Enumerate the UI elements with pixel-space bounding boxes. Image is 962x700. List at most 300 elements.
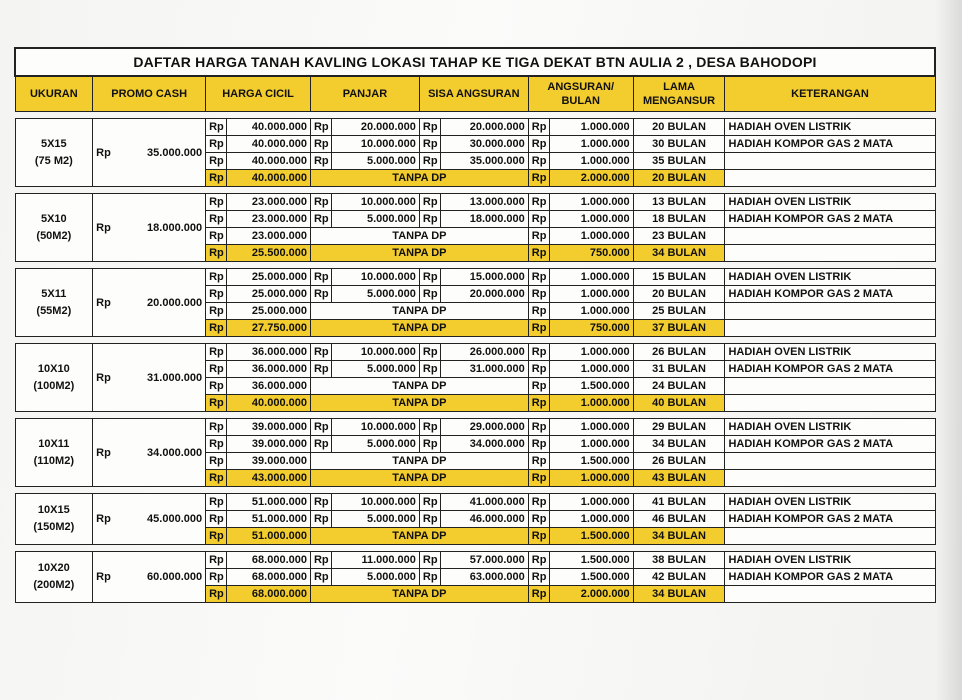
size-cell	[15, 344, 93, 412]
size-cell	[15, 552, 93, 603]
group-spacer	[15, 487, 935, 494]
angsuran-value: 1.500.000	[549, 552, 633, 569]
area-label: (200M2)	[33, 579, 75, 591]
currency-label: Rp	[528, 228, 549, 245]
currency-label: Rp	[419, 569, 440, 586]
tanpa-dp-label: TANPA DP	[310, 470, 528, 487]
panjar-value: 10.000.000	[332, 269, 420, 286]
currency-label: Rp	[528, 170, 549, 187]
currency-label: Rp	[528, 269, 549, 286]
currency-label: Rp	[310, 419, 331, 436]
panjar-value: 5.000.000	[332, 361, 420, 378]
currency-label: Rp	[419, 153, 440, 170]
panjar-value: 5.000.000	[332, 286, 420, 303]
keterangan-value	[725, 303, 935, 320]
header-keterangan: KETERANGAN	[725, 76, 935, 112]
table-row	[15, 419, 935, 436]
sisa-angsuran-value: 20.000.000	[441, 119, 529, 136]
currency-label: Rp	[206, 361, 227, 378]
harga-cicil-value: 36.000.000	[227, 378, 311, 395]
area-label: (110M2)	[33, 454, 74, 467]
header-row	[15, 76, 935, 112]
harga-cicil-value: 40.000.000	[227, 136, 311, 153]
currency-label: Rp	[96, 296, 111, 309]
currency-label: Rp	[419, 494, 440, 511]
angsuran-value: 1.000.000	[549, 511, 633, 528]
harga-cicil-value: 25.000.000	[227, 303, 311, 320]
currency-label: Rp	[528, 528, 549, 545]
tanpa-dp-label: TANPA DP	[310, 528, 528, 545]
promo-cash-value: 18.000.000	[147, 221, 203, 234]
currency-label: Rp	[310, 569, 331, 586]
lama-mengansur-value: 41 BULAN	[633, 494, 725, 511]
area-label: (150M2)	[33, 521, 75, 533]
table-row	[15, 344, 935, 361]
header-lama-mengansur	[633, 76, 725, 112]
header-angsuran-line2: BULAN	[561, 95, 600, 107]
currency-label: Rp	[528, 153, 549, 170]
keterangan-value: HADIAH KOMPOR GAS 2 MATA	[725, 286, 935, 303]
currency-label: Rp	[528, 395, 549, 412]
angsuran-value: 1.500.000	[549, 378, 633, 395]
keterangan-value	[725, 378, 935, 395]
promo-cash-cell	[93, 194, 206, 262]
currency-label: Rp	[528, 436, 549, 453]
lama-mengansur-value: 24 BULAN	[633, 378, 725, 395]
group-spacer	[15, 412, 935, 419]
size-label: 5X15	[40, 137, 67, 150]
size-cell	[15, 119, 93, 187]
harga-cicil-value: 25.000.000	[227, 286, 311, 303]
group-spacer	[15, 187, 935, 194]
angsuran-value: 750.000	[549, 245, 633, 262]
group-spacer	[15, 337, 935, 344]
currency-label: Rp	[206, 211, 227, 228]
currency-label: Rp	[96, 571, 111, 583]
keterangan-value: HADIAH OVEN LISTRIK	[725, 194, 935, 211]
sisa-angsuran-value: 15.000.000	[441, 269, 529, 286]
tanpa-dp-label: TANPA DP	[310, 395, 528, 412]
currency-label: Rp	[528, 344, 549, 361]
keterangan-value: HADIAH KOMPOR GAS 2 MATA	[725, 511, 935, 528]
angsuran-value: 1.000.000	[549, 211, 633, 228]
currency-label: Rp	[528, 361, 549, 378]
currency-label: Rp	[310, 194, 331, 211]
angsuran-value: 1.000.000	[549, 194, 633, 211]
angsuran-value: 1.000.000	[549, 228, 633, 245]
currency-label: Rp	[206, 528, 227, 545]
harga-cicil-value: 40.000.000	[227, 153, 311, 170]
harga-cicil-value: 40.000.000	[227, 170, 311, 187]
size-label: 10X15	[37, 504, 70, 516]
harga-cicil-value: 39.000.000	[227, 453, 311, 470]
header-lama-line1: LAMA	[663, 81, 695, 93]
promo-cash-cell	[93, 494, 206, 545]
sisa-angsuran-value: 35.000.000	[441, 153, 529, 170]
currency-label: Rp	[206, 269, 227, 286]
size-cell	[15, 269, 93, 337]
sisa-angsuran-value: 26.000.000	[441, 344, 529, 361]
keterangan-value	[725, 320, 935, 337]
currency-label: Rp	[206, 378, 227, 395]
tanpa-dp-label: TANPA DP	[310, 303, 528, 320]
promo-cash-value: 45.000.000	[147, 513, 203, 525]
currency-label: Rp	[528, 419, 549, 436]
currency-label: Rp	[206, 153, 227, 170]
promo-cash-value: 20.000.000	[147, 296, 203, 309]
sisa-angsuran-value: 20.000.000	[441, 286, 529, 303]
keterangan-value	[725, 170, 935, 187]
currency-label: Rp	[419, 269, 440, 286]
currency-label: Rp	[310, 286, 331, 303]
area-label: (50M2)	[36, 229, 72, 242]
angsuran-value: 1.000.000	[549, 419, 633, 436]
promo-cash-value: 60.000.000	[147, 571, 203, 583]
title-row	[15, 48, 935, 76]
promo-cash-value: 34.000.000	[147, 446, 203, 459]
tanpa-dp-label: TANPA DP	[310, 320, 528, 337]
currency-label: Rp	[96, 146, 111, 159]
panjar-value: 11.000.000	[332, 552, 420, 569]
table-row	[15, 552, 935, 569]
lama-mengansur-value: 23 BULAN	[633, 228, 725, 245]
lama-mengansur-value: 40 BULAN	[633, 395, 725, 412]
angsuran-value: 1.000.000	[549, 436, 633, 453]
lama-mengansur-value: 15 BULAN	[633, 269, 725, 286]
harga-cicil-value: 27.750.000	[227, 320, 311, 337]
angsuran-value: 1.000.000	[549, 119, 633, 136]
currency-label: Rp	[206, 586, 227, 603]
keterangan-value: HADIAH OVEN LISTRIK	[725, 344, 935, 361]
currency-label: Rp	[528, 286, 549, 303]
currency-label: Rp	[206, 286, 227, 303]
harga-cicil-value: 51.000.000	[227, 528, 311, 545]
promo-cash-cell	[93, 119, 206, 187]
currency-label: Rp	[310, 153, 331, 170]
currency-label: Rp	[528, 211, 549, 228]
harga-cicil-value: 40.000.000	[227, 119, 311, 136]
keterangan-value: HADIAH KOMPOR GAS 2 MATA	[725, 569, 935, 586]
keterangan-value: HADIAH OVEN LISTRIK	[725, 119, 935, 136]
table-row	[15, 494, 935, 511]
lama-mengansur-value: 43 BULAN	[633, 470, 725, 487]
currency-label: Rp	[528, 194, 549, 211]
header-promo-cash: PROMO CASH	[93, 76, 206, 112]
lama-mengansur-value: 25 BULAN	[633, 303, 725, 320]
currency-label: Rp	[310, 436, 331, 453]
panjar-value: 5.000.000	[332, 569, 420, 586]
currency-label: Rp	[528, 552, 549, 569]
keterangan-value: HADIAH OVEN LISTRIK	[725, 494, 935, 511]
header-harga-cicil: HARGA CICIL	[206, 76, 311, 112]
currency-label: Rp	[206, 320, 227, 337]
table-row	[15, 194, 935, 211]
currency-label: Rp	[528, 511, 549, 528]
currency-label: Rp	[528, 303, 549, 320]
harga-cicil-value: 68.000.000	[227, 569, 311, 586]
harga-cicil-value: 36.000.000	[227, 361, 311, 378]
harga-cicil-value: 25.000.000	[227, 269, 311, 286]
group-spacer	[15, 262, 935, 269]
spacer-cell	[15, 337, 935, 344]
currency-label: Rp	[528, 586, 549, 603]
lama-mengansur-value: 42 BULAN	[633, 569, 725, 586]
sisa-angsuran-value: 34.000.000	[441, 436, 529, 453]
currency-label: Rp	[206, 228, 227, 245]
promo-cash-cell	[93, 419, 206, 487]
currency-label: Rp	[96, 446, 111, 459]
spacer-cell	[15, 545, 935, 552]
panjar-value: 10.000.000	[332, 494, 420, 511]
keterangan-value	[725, 453, 935, 470]
angsuran-value: 750.000	[549, 320, 633, 337]
header-panjar: PANJAR	[310, 76, 419, 112]
area-label: (55M2)	[36, 304, 72, 317]
size-label: 10X20	[37, 562, 70, 574]
currency-label: Rp	[419, 361, 440, 378]
currency-label: Rp	[419, 419, 440, 436]
promo-cash-value: 35.000.000	[147, 146, 203, 159]
table-row	[15, 119, 935, 136]
currency-label: Rp	[419, 136, 440, 153]
lama-mengansur-value: 20 BULAN	[633, 170, 725, 187]
currency-label: Rp	[419, 436, 440, 453]
currency-label: Rp	[206, 436, 227, 453]
angsuran-value: 1.000.000	[549, 303, 633, 320]
spacer-cell	[15, 487, 935, 494]
group-spacer	[15, 545, 935, 552]
lama-mengansur-value: 34 BULAN	[633, 528, 725, 545]
currency-label: Rp	[528, 494, 549, 511]
tanpa-dp-label: TANPA DP	[310, 228, 528, 245]
header-angsuran-line1: ANGSURAN/	[547, 81, 615, 93]
panjar-value: 10.000.000	[332, 194, 420, 211]
currency-label: Rp	[310, 494, 331, 511]
tanpa-dp-label: TANPA DP	[310, 245, 528, 262]
angsuran-value: 1.000.000	[549, 286, 633, 303]
tanpa-dp-label: TANPA DP	[310, 170, 528, 187]
spacer-cell	[15, 112, 935, 119]
header-lama-line2: MENGANSUR	[643, 95, 716, 107]
currency-label: Rp	[528, 119, 549, 136]
panjar-value: 5.000.000	[332, 153, 420, 170]
tanpa-dp-label: TANPA DP	[310, 453, 528, 470]
keterangan-value	[725, 395, 935, 412]
angsuran-value: 1.000.000	[549, 136, 633, 153]
harga-cicil-value: 39.000.000	[227, 419, 311, 436]
currency-label: Rp	[310, 136, 331, 153]
angsuran-value: 1.500.000	[549, 528, 633, 545]
currency-label: Rp	[206, 453, 227, 470]
keterangan-value	[725, 245, 935, 262]
currency-label: Rp	[206, 419, 227, 436]
angsuran-value: 1.000.000	[549, 395, 633, 412]
currency-label: Rp	[528, 453, 549, 470]
currency-label: Rp	[419, 211, 440, 228]
currency-label: Rp	[528, 378, 549, 395]
page-edge-shadow	[936, 0, 962, 700]
harga-cicil-value: 23.000.000	[227, 228, 311, 245]
size-cell	[15, 419, 93, 487]
harga-cicil-value: 36.000.000	[227, 344, 311, 361]
currency-label: Rp	[528, 136, 549, 153]
harga-cicil-value: 23.000.000	[227, 194, 311, 211]
currency-label: Rp	[206, 511, 227, 528]
angsuran-value: 1.000.000	[549, 494, 633, 511]
currency-label: Rp	[419, 511, 440, 528]
lama-mengansur-value: 18 BULAN	[633, 211, 725, 228]
area-label: (100M2)	[33, 379, 75, 392]
currency-label: Rp	[419, 286, 440, 303]
group-spacer	[15, 112, 935, 119]
lama-mengansur-value: 38 BULAN	[633, 552, 725, 569]
currency-label: Rp	[206, 552, 227, 569]
sisa-angsuran-value: 13.000.000	[441, 194, 529, 211]
lama-mengansur-value: 29 BULAN	[633, 419, 725, 436]
lama-mengansur-value: 34 BULAN	[633, 436, 725, 453]
currency-label: Rp	[96, 221, 111, 234]
lama-mengansur-value: 34 BULAN	[633, 586, 725, 603]
keterangan-value	[725, 586, 935, 603]
currency-label: Rp	[310, 511, 331, 528]
currency-label: Rp	[528, 569, 549, 586]
lama-mengansur-value: 46 BULAN	[633, 511, 725, 528]
lama-mengansur-value: 26 BULAN	[633, 453, 725, 470]
currency-label: Rp	[206, 136, 227, 153]
sisa-angsuran-value: 31.000.000	[441, 361, 529, 378]
currency-label: Rp	[310, 361, 331, 378]
currency-label: Rp	[206, 569, 227, 586]
promo-cash-cell	[93, 344, 206, 412]
size-cell	[15, 194, 93, 262]
angsuran-value: 2.000.000	[549, 170, 633, 187]
sisa-angsuran-value: 41.000.000	[441, 494, 529, 511]
currency-label: Rp	[310, 119, 331, 136]
currency-label: Rp	[206, 470, 227, 487]
currency-label: Rp	[528, 470, 549, 487]
angsuran-value: 1.000.000	[549, 344, 633, 361]
keterangan-value: HADIAH KOMPOR GAS 2 MATA	[725, 211, 935, 228]
harga-cicil-value: 68.000.000	[227, 552, 311, 569]
lama-mengansur-value: 35 BULAN	[633, 153, 725, 170]
keterangan-value: HADIAH KOMPOR GAS 2 MATA	[725, 136, 935, 153]
currency-label: Rp	[206, 395, 227, 412]
harga-cicil-value: 40.000.000	[227, 395, 311, 412]
harga-cicil-value: 51.000.000	[227, 511, 311, 528]
currency-label: Rp	[206, 494, 227, 511]
lama-mengansur-value: 30 BULAN	[633, 136, 725, 153]
currency-label: Rp	[206, 170, 227, 187]
panjar-value: 5.000.000	[332, 511, 420, 528]
currency-label: Rp	[419, 194, 440, 211]
document-title: DAFTAR HARGA TANAH KAVLING LOKASI TAHAP KE TIGA DEKAT BTN AULIA 2 , DESA BAHODOPI	[15, 48, 935, 76]
panjar-value: 10.000.000	[332, 136, 420, 153]
keterangan-value: HADIAH OVEN LISTRIK	[725, 269, 935, 286]
angsuran-value: 1.000.000	[549, 470, 633, 487]
sisa-angsuran-value: 29.000.000	[441, 419, 529, 436]
panjar-value: 20.000.000	[332, 119, 420, 136]
panjar-value: 5.000.000	[332, 436, 420, 453]
panjar-value: 10.000.000	[332, 344, 420, 361]
size-cell	[15, 494, 93, 545]
harga-cicil-value: 51.000.000	[227, 494, 311, 511]
promo-cash-cell	[93, 552, 206, 603]
spacer-cell	[15, 262, 935, 269]
keterangan-value	[725, 228, 935, 245]
panjar-value: 10.000.000	[332, 419, 420, 436]
lama-mengansur-value: 26 BULAN	[633, 344, 725, 361]
currency-label: Rp	[528, 245, 549, 262]
harga-cicil-value: 68.000.000	[227, 586, 311, 603]
keterangan-value: HADIAH KOMPOR GAS 2 MATA	[725, 436, 935, 453]
lama-mengansur-value: 13 BULAN	[633, 194, 725, 211]
tanpa-dp-label: TANPA DP	[310, 378, 528, 395]
currency-label: Rp	[310, 211, 331, 228]
sisa-angsuran-value: 30.000.000	[441, 136, 529, 153]
currency-label: Rp	[206, 245, 227, 262]
angsuran-value: 1.500.000	[549, 569, 633, 586]
lama-mengansur-value: 20 BULAN	[633, 119, 725, 136]
lama-mengansur-value: 20 BULAN	[633, 286, 725, 303]
currency-label: Rp	[206, 344, 227, 361]
keterangan-value	[725, 470, 935, 487]
keterangan-value	[725, 528, 935, 545]
currency-label: Rp	[96, 513, 111, 525]
currency-label: Rp	[419, 552, 440, 569]
sisa-angsuran-value: 63.000.000	[441, 569, 529, 586]
price-list-table	[14, 47, 936, 603]
keterangan-value: HADIAH OVEN LISTRIK	[725, 419, 935, 436]
currency-label: Rp	[310, 269, 331, 286]
sisa-angsuran-value: 18.000.000	[441, 211, 529, 228]
spacer-cell	[15, 187, 935, 194]
keterangan-value: HADIAH KOMPOR GAS 2 MATA	[725, 361, 935, 378]
size-label: 5X10	[40, 212, 67, 225]
size-label: 10X10	[37, 362, 70, 375]
angsuran-value: 1.000.000	[549, 361, 633, 378]
promo-cash-value: 31.000.000	[147, 371, 203, 384]
area-label: (75 M2)	[34, 154, 73, 167]
promo-cash-cell	[93, 269, 206, 337]
angsuran-value: 1.500.000	[549, 453, 633, 470]
harga-cicil-value: 43.000.000	[227, 470, 311, 487]
angsuran-value: 2.000.000	[549, 586, 633, 603]
currency-label: Rp	[310, 344, 331, 361]
currency-label: Rp	[419, 119, 440, 136]
currency-label: Rp	[206, 303, 227, 320]
harga-cicil-value: 39.000.000	[227, 436, 311, 453]
lama-mengansur-value: 34 BULAN	[633, 245, 725, 262]
tanpa-dp-label: TANPA DP	[310, 586, 528, 603]
keterangan-value	[725, 153, 935, 170]
angsuran-value: 1.000.000	[549, 269, 633, 286]
currency-label: Rp	[96, 371, 111, 384]
angsuran-value: 1.000.000	[549, 153, 633, 170]
sisa-angsuran-value: 46.000.000	[441, 511, 529, 528]
harga-cicil-value: 25.500.000	[227, 245, 311, 262]
keterangan-value: HADIAH OVEN LISTRIK	[725, 552, 935, 569]
spacer-cell	[15, 412, 935, 419]
harga-cicil-value: 23.000.000	[227, 211, 311, 228]
currency-label: Rp	[310, 552, 331, 569]
lama-mengansur-value: 31 BULAN	[633, 361, 725, 378]
currency-label: Rp	[206, 194, 227, 211]
header-ukuran: UKURAN	[15, 76, 93, 112]
panjar-value: 5.000.000	[332, 211, 420, 228]
currency-label: Rp	[419, 344, 440, 361]
sisa-angsuran-value: 57.000.000	[441, 552, 529, 569]
size-label: 5X11	[41, 287, 67, 300]
